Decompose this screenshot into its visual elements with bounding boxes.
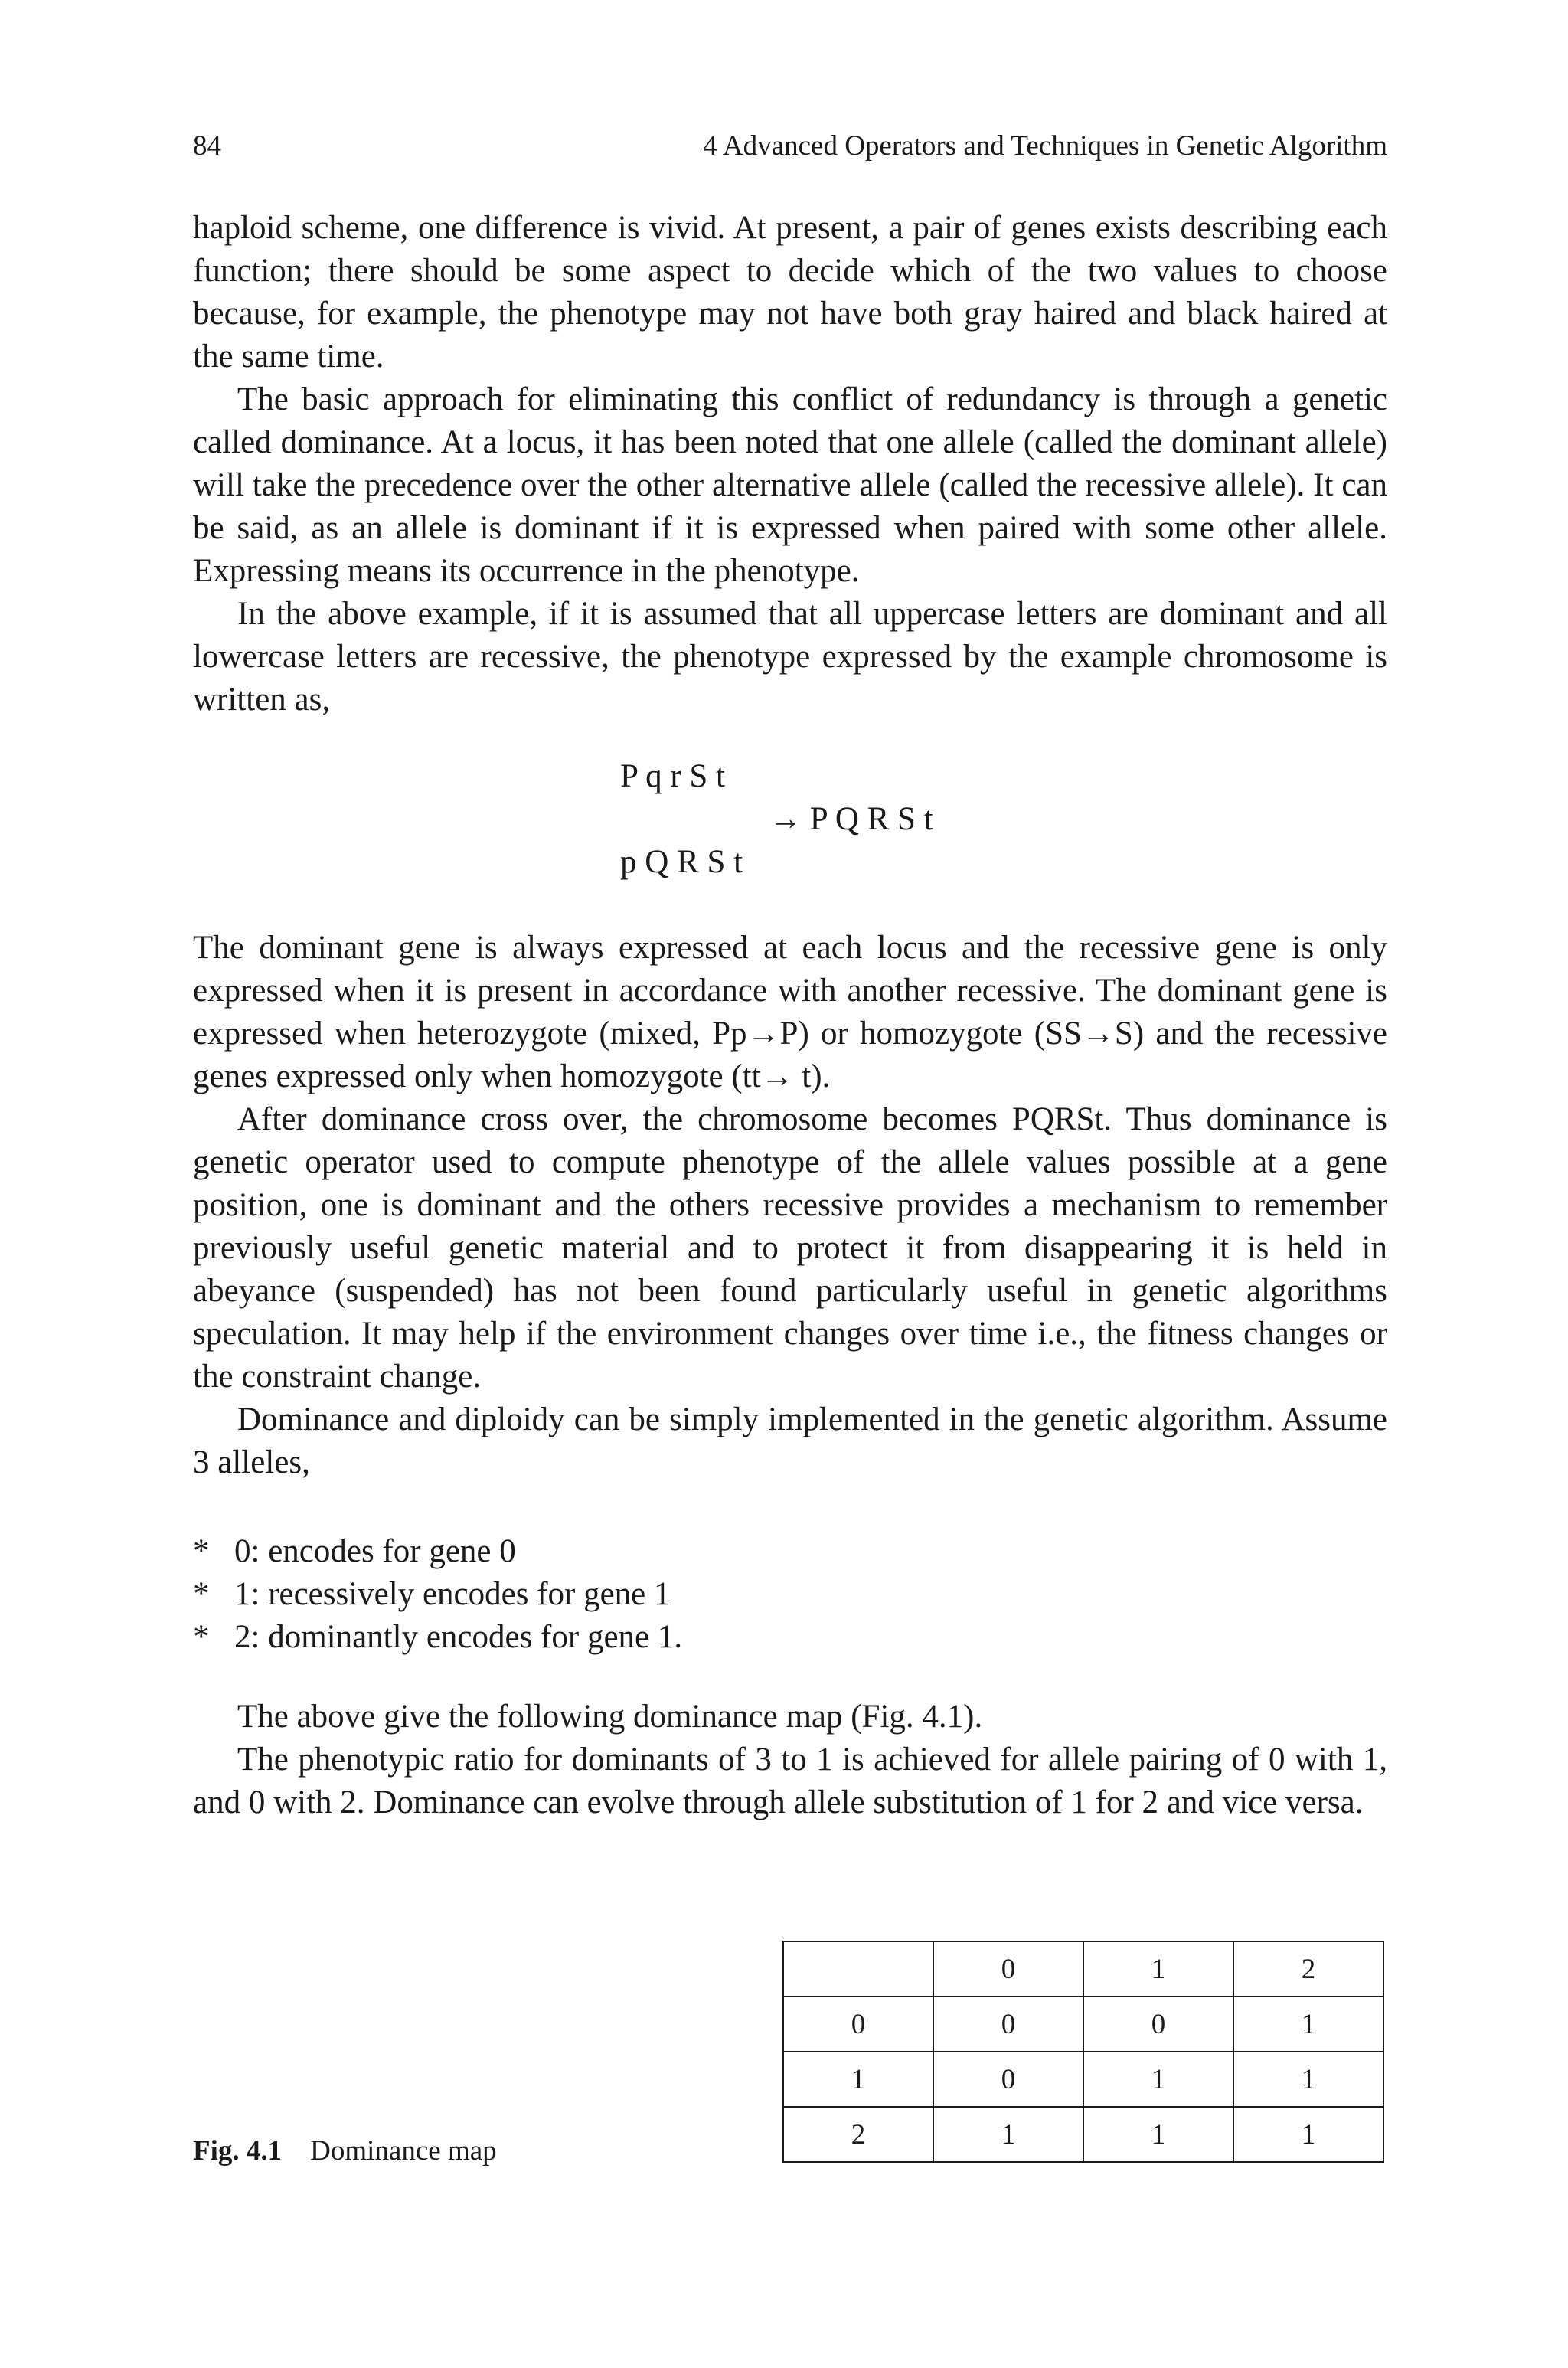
page-number: 84 [193,130,221,162]
table-cell: 2 [1233,1941,1383,1997]
bullet-marker: * [193,1619,210,1655]
figure-caption [193,2132,497,2170]
list-item-text: 0: encodes for gene 0 [234,1533,516,1569]
bullet-marker: * [193,1576,210,1612]
allele-list [193,1530,1387,1659]
figure-label: Fig. 4.1 [193,2135,283,2167]
table-cell: 0 [783,1997,933,2052]
table-cell: 0 [933,1997,1083,2052]
paragraph-6: Dominance and diploidy can be simply implemented in the genetic algorithm. Assume 3 alleles, [193,1402,1387,1480]
page-header [193,127,1387,165]
table-cell: 1 [1233,2107,1383,2162]
list-item [193,1530,1387,1573]
bullet-marker: * [193,1533,210,1569]
body-text [193,207,1387,1824]
table-row [783,2107,1383,2162]
table-cell: 0 [933,1941,1083,1997]
dominance-map-table [782,1941,1384,2163]
formula-result: → P Q R S t [769,801,933,837]
paragraph-5: After dominance cross over, the chromosome becomes PQRSt. Thus dominance is genetic operator used to compute phenotype of the allele values possible at a gene position, one is dominant and the others recessive provides a mechanism to remember previously useful genetic material and to protect it from disappearing it is held in abeyance (suspended) has not been found particularly useful in genetic algorithms speculation. It may help if the environment changes over time i.e., the fitness changes or the constraint change. [193,1101,1387,1395]
running-title: 4 Advanced Operators and Techniques in Genetic Algorithm [703,130,1387,162]
table-row [783,1941,1383,1997]
table-cell: 1 [1083,2052,1233,2107]
paragraph-3: In the above example, if it is assumed that all uppercase letters are dominant and all lowercase letters are recessive, the phenotype expressed by the example chromosome is written as, [193,596,1387,718]
formula-chromosome-top: P q r S t [620,758,725,794]
paragraph-8: The phenotypic ratio for dominants of 3 to 1 is achieved for allele pairing of 0 with 1, and 0 with 2. Dominance can evolve through allele substitution of 1 for 2 and vice versa. [193,1742,1387,1820]
table-cell: 2 [783,2107,933,2162]
table-cell: 1 [933,2107,1083,2162]
paragraph-2: The basic approach for eliminating this conflict of redundancy is through a genetic called dominance. At a locus, it has been noted that one allele (called the dominant allele) will take the precedence over the other alternative allele (called the recessive allele). It can be said, as an allele is dominant if it is expressed when paired with some other allele. Expressing means its occurrence in the phenotype. [193,381,1387,589]
paragraph-4: The dominant gene is always expressed at each locus and the recessive gene is only expressed when it is present in accordance with another recessive. The dominant gene is expressed when heterozygote (mixed, Pp→P) or homozygote (SS→S) and the recessive genes expressed only when homozygote (tt→ t). [193,930,1387,1094]
table-row [783,2052,1383,2107]
table-cell [783,1941,933,1997]
table-cell: 1 [1233,2052,1383,2107]
list-item [193,1573,1387,1616]
figure-caption-text: Dominance map [310,2135,497,2167]
table-row [783,1997,1383,2052]
list-item [193,1616,1387,1659]
paragraph-1: haploid scheme, one difference is vivid. At present, a pair of genes exists describing each function; there should be some aspect to decide which of the two values to choose because, for example, the phenotype may not have both gray haired and black haired at the same time. [193,210,1387,374]
formula-chromosome-bottom: p Q R S t [620,844,743,880]
table-cell: 1 [1083,2107,1233,2162]
table-cell: 1 [783,2052,933,2107]
dominance-formula [193,755,1387,893]
list-spacer [193,1659,1387,1696]
list-item-text: 1: recessively encodes for gene 1 [234,1576,671,1612]
table-cell: 1 [1083,1941,1233,1997]
table-cell: 0 [1083,1997,1233,2052]
table-cell: 1 [1233,1997,1383,2052]
list-item-text: 2: dominantly encodes for gene 1. [234,1619,683,1655]
paragraph-7: The above give the following dominance map (Fig. 4.1). [237,1699,983,1735]
table-cell: 0 [933,2052,1083,2107]
